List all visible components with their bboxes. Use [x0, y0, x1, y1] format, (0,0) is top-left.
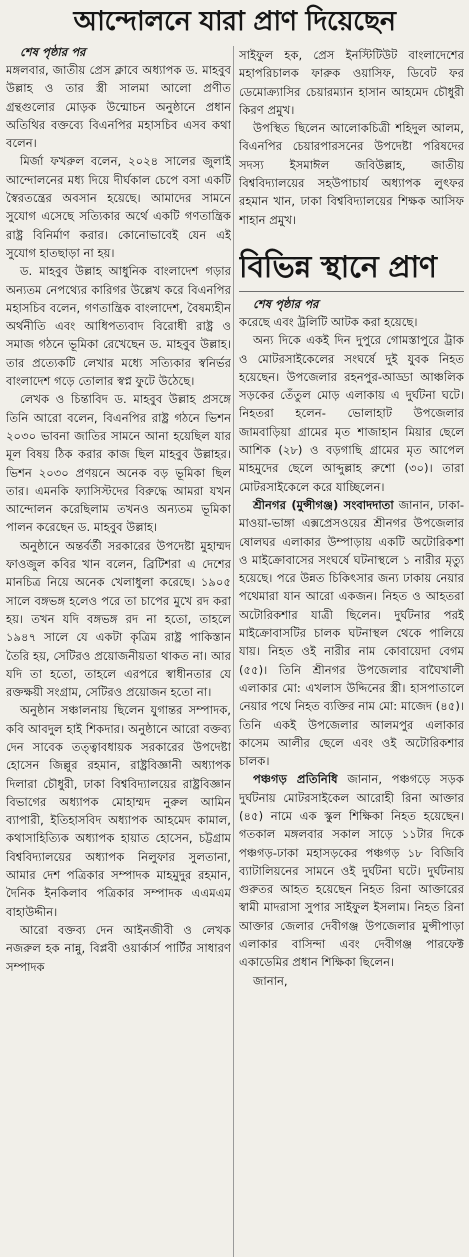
paragraph: অনুষ্ঠান সঞ্চালনায় ছিলেন যুগান্তর সম্পাদক, কবি আবদুল হাই শিকদার। অনুষ্ঠানে আরো বক্তব্য দেন সাবেক তত্ত্বাবধায়ক সরকারের উপদেষ্টা হোসেন জিল্লুর রহমান, রাষ্ট্রবিজ্ঞানী অধ্যাপক দিলারা চৌধুরী, ঢাকা বিশ্ববিদ্যালয়ের রাষ্ট্রবিজ্ঞান বিভাগের অধ্যাপক মোহাম্মদ নুরুল আমিন ব্যাপারী, ইতিহাসবিদ অধ্যাপক আহমেদ কামাল, কথাসাহিত্যিক অধ্যাপক হায়াত হোসেন, চট্টগ্রাম বিশ্ববিদ্যালয়ের অধ্যাপক নিলুফার সুলতানা, আমার দেশ পত্রিকার সম্পাদক মাহমুদুর রহমান, দৈনিক ইনকিলাব পত্রিকার সম্পাদক এএমএম বাহাউদ্দীন।	[6, 703, 231, 919]
dateline-srinagar: শ্রীনগর (মুন্সীগঞ্জ) সংবাদদাতা	[253, 497, 394, 512]
second-article-headline: বিভিন্ন স্থানে প্রাণ	[239, 249, 437, 285]
paragraph-body: জানান, ঢাকা-মাওয়া-ভাঙ্গা এক্সপ্রেসওয়ের শ্রীনগর উপজেলার ষোলঘর এলাকার উম্পাড়ায় একটি অটোরিকশা ও মাইক্রোবাসের সংঘর্ষে ঘটনাস্থলে ১ নারীর মৃত্যু হয়েছে। পরে উন্নত চিকিৎসার জন্য ঢাকায় নেয়ার পথেমারা যান আরো একজন। নিহত ও আহতরা অটোরিকশার যাত্রী ছিলেন। দুর্ঘটনার পরই মাইক্রোবাসটির চালক ঘটনাস্থল থেকে পালিয়ে যায়। নিহত ওই নারীর নাম কোবায়েদা বেগম (৫৫)। তিনি শ্রীনগর উপজেলার বাঘৈখালী এলাকার মো: এখলাস উদ্দিনের স্ত্রী। হাসপাতালে নেয়ার পথে নিহত ব্যক্তির নাম মো: মাজেদ (৪৫)। তিনি একই উপজেলার আলমপুর এলাকার কাসেম আলীর ছেলে এবং ওই অটোরিকশার চালক।	[239, 497, 464, 769]
paragraph-body: জানান, পঞ্চগড়ে সড়ক দুর্ঘটনায় মোটরসাইকেল আরোহী রিনা আক্তার (৪৫) নামে এক স্কুল শিক্ষিকা নিহত হয়েছেন। গতকাল মঙ্গলবার সকাল সাড়ে ১১টার দিকে পঞ্চগড়-ঢাকা মহাসড়কের পঞ্চগড় ১৮ বিজিবি ব্যাটালিয়নের সামনে ওই দুর্ঘটনা ঘটে। দুর্ঘটনায় গুরুতর আহত হয়েছেন নিহত রিনা আক্তারের স্বামী মাদরাসা সুপার সাইফুল ইসলাম। নিহত রিনা আক্তার জেলার দেবীগঞ্জ উপজেলার মুন্সীপাড়া এলাকার বাসিন্দা এবং দেবীগঞ্জ পারফেক্ট একাডেমির প্রধান শিক্ষিকা ছিলেন।	[239, 772, 464, 970]
paragraph: ড. মাহবুব উল্লাহ আধুনিক বাংলাদেশ গড়ার অন্যতম নেপথ্যের কারিগর উল্লেখ করে বিএনপির মহাসচিব বলেন, গণতান্ত্রিক বাংলাদেশ, বৈষম্যহীন অর্থনীতি এবং আধিপত্যবাদ বিরোধী রাষ্ট্র ও সমাজ গঠনে ভূমিকা রেখেছেন ড. মাহবুব উল্লাহ। তার প্রত্যেকটি লেখার মধ্যে সত্যিকার স্বনির্ভর বাংলাদেশ গড়ে তোলার স্বপ্ন ফুটে উঠেছে।	[6, 264, 231, 389]
right-column	[239, 46, 464, 1257]
article-headline: আন্দোলনে যারা প্রাণ দিয়েছেন	[73, 6, 396, 37]
paragraph: করেছে এবং ট্রলিটি আটক করা হয়েছে।	[239, 314, 418, 329]
paragraph: উপস্থিত ছিলেন আলোকচিত্রী শহিদুল আলম, বিএনপির চেয়ারপারসনের উপদেষ্টা পরিষদের সদস্য ইসমাঈল জবিউল্লাহ, জাতীয় বিশ্ববিদ্যালয়ের সহউপাচার্য অধ্যাপক লুৎফর রহমান খান, ঢাকা বিশ্ববিদ্যালয়ের শিক্ষক আসিফ শাহান প্রমুখ।	[239, 121, 464, 227]
headline-divider	[239, 291, 464, 292]
paragraph: সাইফুল হক, প্রেস ইনস্টিটিউট বাংলাদেশের মহাপরিচালক ফারুক ওয়াসিফ, ডিবেট ফর ডেমোক্র্যাসির চেয়ারম্যান হাসান আহমেদ চৌধুরী কিরণ প্রমুখ।	[239, 48, 464, 117]
paragraph: মঙ্গলবার, জাতীয় প্রেস ক্লাবে অধ্যাপক ড. মাহবুব উল্লাহ ও তার স্ত্রী সালমা আলো প্রণীত গ্রন্থগুলোর মোড়ক উন্মোচন অনুষ্ঠানে প্রধান অতিথির বক্তব্যে বিএনপির মহাসচিব এসব কথা বলেন।	[6, 63, 231, 151]
paragraph: অন্য দিকে একই দিন দুপুরে গোমস্তাপুরে ট্রাক ও মোটরসাইকেলের সংঘর্ষে দুই যুবক নিহত হয়েছেন। উপজেলার রহনপুর-আড্ডা আঞ্চলিক সড়কের তেঁতুল মোড় এলাকায় এ দুর্ঘটনা ঘটে। নিহতরা হলেন- ভোলাহাট উপজেলার জামবাড়িয়া গ্রামের মৃত শাজাহান মিয়ার ছেলে আশিক (২৮) ও বড়গাছি গ্রামের মৃত আপেল মাহমুদের ছেলে আব্দুল্লাহ রুশো (৩০)। তারা মোটরসাইকেলে করে যাচ্ছিলেন।	[239, 333, 464, 494]
paragraph: আরো বক্তব্য দেন আইনজীবী ও লেখক নজরুল হক নান্নু, বিপ্লবী ওয়ার্কার্স পার্টির সাধারণ সম্পাদক	[6, 922, 231, 974]
column-divider	[233, 46, 234, 1257]
paragraph	[239, 496, 464, 770]
paragraph: জানান,	[253, 973, 288, 988]
paragraph	[239, 770, 464, 971]
paragraph: মির্জা ফখরুল বলেন, ২০২৪ সালের জুলাই আন্দোলনের মধ্য দিয়ে দীর্ঘকাল চেপে বসা একটি স্বৈরতন্ত্রের অবসান হয়েছে। আমাদের সামনে সুযোগ এসেছে সত্যিকার অর্থে একটি গণতান্ত্রিক রাষ্ট্র বিনির্মাণ করার। কোনোভাবেই যেন এই সুযোগ হাতছাড়া না হয়।	[6, 154, 231, 260]
paragraph: লেখক ও চিন্তাবিদ ড. মাহবুব উল্লাহ প্রসঙ্গে তিনি আরো বলেন, বিএনপির রাষ্ট্র গঠনে ভিশন ২০৩০ ভাবনা জাতির সামনে আনা হয়েছিল যার মূল বিষয় ঠিক করার কাজ ছিল মাহবুব উল্লাহর। ভিশন ২০৩০ প্রণয়নে অনেক বড় ভূমিকা ছিল তার। এমনকি ফ্যাসিস্টদের বিরুদ্ধে আমরা যখন আন্দোলন করেছিলাম তখনও অন্যতম ভূমিকা পালন করেছেন ড. মাহবুব উল্লাহ।	[6, 392, 231, 535]
continued-from-kicker: শেষ পৃষ্ঠার পর	[20, 45, 86, 59]
continued-from-kicker: শেষ পৃষ্ঠার পর	[253, 296, 319, 311]
paragraph: অনুষ্ঠানে অন্তর্বর্তী সরকারের উপদেষ্টা মুহাম্মদ ফাওজুল কবির খান বলেন, ব্রিটিশরা এ দেশের মানচিত্র নিয়ে অনেক খেলাধুলা করেছে। ১৯০৫ সালে বঙ্গভঙ্গ হলেও পরে তা চাপের মুখে রদ করা হয়। তখন যদি বঙ্গভঙ্গ রদ না হতো, তাহলে ১৯৪৭ সালে যে একটা কৃত্রিম রাষ্ট্র পাকিস্তান তৈরি হয়, সেটিরও প্রয়োজনীয়তা থাকত না। আর যদি তা হতো, তাহলে এরপরে স্বাধীনতার যে রক্তক্ষয়ী সংগ্রাম, সেটিরও প্রয়োজন হতো না।	[6, 538, 231, 700]
dateline-panchagarh: পঞ্চগড় প্রতিনিধি	[253, 772, 338, 787]
left-column	[6, 44, 231, 1257]
